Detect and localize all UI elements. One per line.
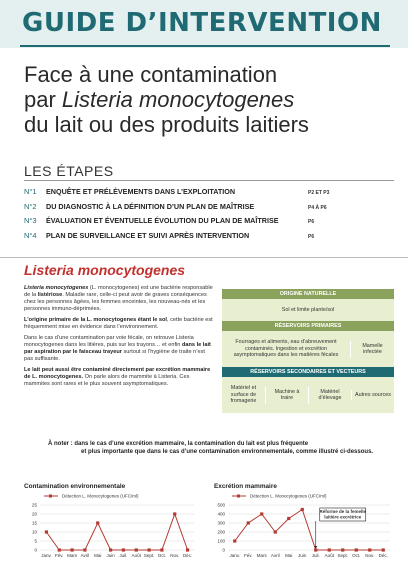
chart-title-env: Contamination environnementale [24,483,126,490]
data-point [173,512,176,515]
x-tick-label: Oct. [157,553,167,558]
x-tick-label: Juil. [119,553,128,558]
primary-cell-feed: Fourrages et aliments, eau d’abreuvement contaminés. Ingestion et excrétion asymptomatiques dans les matières fécales [233,339,339,359]
step-4[interactable] [24,231,404,240]
data-point [233,539,236,542]
p1-a: Listeria monocytogenes [24,285,89,291]
main-title [24,62,394,137]
data-point [122,548,125,551]
x-tick-label: Août [324,553,334,558]
data-point [301,508,304,511]
secondary-header: RÉSERVOIRS SECONDAIRES ET VECTEURS [222,367,394,377]
secondary-cell: Matériel et surface de fromagerie [230,385,257,405]
title-line-3: du lait ou des produits laitiers [24,112,309,137]
etapes-title: LES ÉTAPES [24,163,114,179]
y-tick-label: 500 [217,502,225,508]
p2-a: L’origine primaire de la L. monocytogenes étant le sol [24,317,167,323]
chart-title-mam: Excrétion mammaire [214,483,277,490]
etapes-rule [24,180,394,181]
x-tick-label: Nov. [365,553,375,558]
legend-label: Détection L. Monocytogenes (UFC/ml) [250,493,327,499]
x-tick-label: Déc. [378,553,388,558]
x-tick-label: Déc. [182,553,193,558]
x-tick-label: Mars [256,553,267,558]
paragraph-1 [24,285,214,313]
origin-cell: Sol et limite plante/sol [281,306,335,313]
note-line-1: À noter : dans le cas d’une excrétion mammaire, la contamination du lait est plus fréquente [48,441,309,447]
y-tick-label: 100 [217,538,225,544]
x-tick-label: Mai [94,553,102,558]
x-tick-label: Janv. [229,553,240,558]
step-1[interactable] [24,187,404,196]
listeria-title: Listeria monocytogenes [24,262,186,278]
primary-header: RÉSERVOIRS PRIMAIRES [222,321,394,331]
x-tick-label: Nov. [170,553,180,558]
title-line-2-italic: Listeria monocytogenes [61,87,295,112]
x-tick-label: Sept. [337,553,349,558]
secondary-cell: Machine à traire [265,387,308,404]
data-point [382,548,385,551]
x-tick-label: Mars [67,553,78,558]
section-rule [0,257,408,258]
step-label: ÉVALUATION ET ÉVENTUELLE ÉVOLUTION DU PLAN DE MAÎTRISE [46,216,279,225]
data-point [135,548,138,551]
step-2[interactable] [24,202,404,211]
p3-a: Dans le cas d’une contamination par voie fécale, on retrouve Listeria monocytogenes dans les litières, puis sur les trayons… et enfin [24,335,194,348]
p4-b: On parle alors de mammite à Listeria. Ces mammites sont rares et le plus souvent asymptomatiques. [24,374,190,387]
chart-mammary [206,490,394,562]
p2-b: , cette bactérie est fréquemment mise en évidence dans l’environnement. [24,317,213,330]
step-number: N°4 [24,231,37,240]
legend-label: Détection L. Monocytogenes (UFC/ml) [62,493,139,499]
y-tick-label: 300 [217,520,225,526]
p1-d: . Maladie rare, celle-ci peut avoir de graves conséquences chez les personnes âgées, les femmes enceintes, les nouveau-nés et les personnes immuno-déprimées. [24,292,207,312]
step-pages: P4 À P6 [308,205,327,211]
x-tick-label: Juin [106,553,115,558]
legend-marker [237,495,240,498]
data-point [147,548,150,551]
x-tick-label: Juil. [311,553,320,558]
data-point [287,517,290,520]
data-point [96,521,99,524]
origin-box [222,289,394,413]
y-tick-label: 10 [31,529,37,535]
y-tick-label: 25 [31,502,37,508]
chart-environmental [18,490,198,562]
title-line-1: Face à une contamination [24,62,278,87]
header-rule [20,45,390,47]
data-point [368,548,371,551]
data-point [160,548,163,551]
x-tick-label: Oct. [352,553,361,558]
p1-b: (L. monocytogenes) est une bactérie responsable de la [24,285,213,298]
paragraph-3 [24,335,214,363]
data-point [70,548,73,551]
guide-title: GUIDE D’INTERVENTION [22,8,382,38]
y-tick-label: 400 [217,511,225,517]
x-tick-label: Août [131,553,141,558]
primary-cell-udder: Mamelle infectée [350,341,394,358]
y-tick-label: 5 [34,538,37,544]
p3-b: dans le lait par aspiration par le faisceau trayeur [24,342,211,355]
data-point [314,548,317,551]
title-line-2-prefix: par [24,87,62,112]
step-label: ENQUÊTE ET PRÉLÈVEMENTS DANS L’EXPLOITATION [46,187,236,196]
origin-row [222,299,394,321]
secondary-row [222,377,394,413]
x-tick-label: Fév. [244,553,253,558]
p1-c: listériose [37,292,63,298]
x-tick-label: Avril [80,553,90,558]
paragraph-2 [24,317,214,331]
y-tick-label: 0 [222,547,225,553]
x-tick-label: Mai [285,553,293,558]
data-point [58,548,61,551]
data-point [355,548,358,551]
x-tick-label: Sept. [143,553,155,558]
x-tick-label: Fév. [55,553,64,558]
secondary-cell: Autres sources [351,390,394,401]
note [48,440,378,456]
x-tick-label: Janv. [41,553,52,558]
p3-c: surtout si l’hygiène de traite n’est pas suffisante. [24,349,205,362]
y-tick-label: 0 [34,547,37,553]
step-pages: P6 [308,219,315,225]
p4-a: Le lait peut aussi être contaminé directement par excrétion mammaire de L. monocytogenes. [24,367,211,380]
data-point [341,548,344,551]
data-point [109,548,112,551]
x-tick-label: Avril [270,553,280,558]
y-tick-label: 20 [31,511,37,517]
data-point [260,512,263,515]
y-tick-label: 200 [217,529,225,535]
annotation-text: Réforme de la femelle [319,509,367,514]
step-label: DU DIAGNOSTIC À LA DÉFINITION D’UN PLAN DE MAÎTRISE [46,202,255,211]
data-point [274,530,277,533]
x-tick-label: Juin [298,553,307,558]
origin-header: ORIGINE NATURELLE [222,289,394,299]
note-line-2: et plus importante que dans le cas d’une contamination environnementale, comme illustré ci-dessous. [81,449,374,455]
step-pages: P2 ET P3 [308,190,330,196]
listeria-body [24,285,214,392]
annotation-text: laitière excrétrice [324,514,362,520]
title-line-2 [24,87,394,112]
secondary-cell: Matériel d’élevage [308,387,351,404]
data-point [45,530,48,533]
step-3[interactable] [24,216,404,225]
y-tick-label: 15 [31,520,37,526]
step-pages: P6 [308,234,315,240]
paragraph-4 [24,367,214,388]
step-number: N°3 [24,216,37,225]
step-number: N°1 [24,187,37,196]
data-point [186,548,189,551]
data-point [83,548,86,551]
step-label: PLAN DE SURVEILLANCE ET SUIVI APRÈS INTERVENTION [46,231,250,240]
primary-row [222,331,394,367]
data-point [328,548,331,551]
legend-marker [49,495,52,498]
data-point [247,521,250,524]
step-number: N°2 [24,202,37,211]
